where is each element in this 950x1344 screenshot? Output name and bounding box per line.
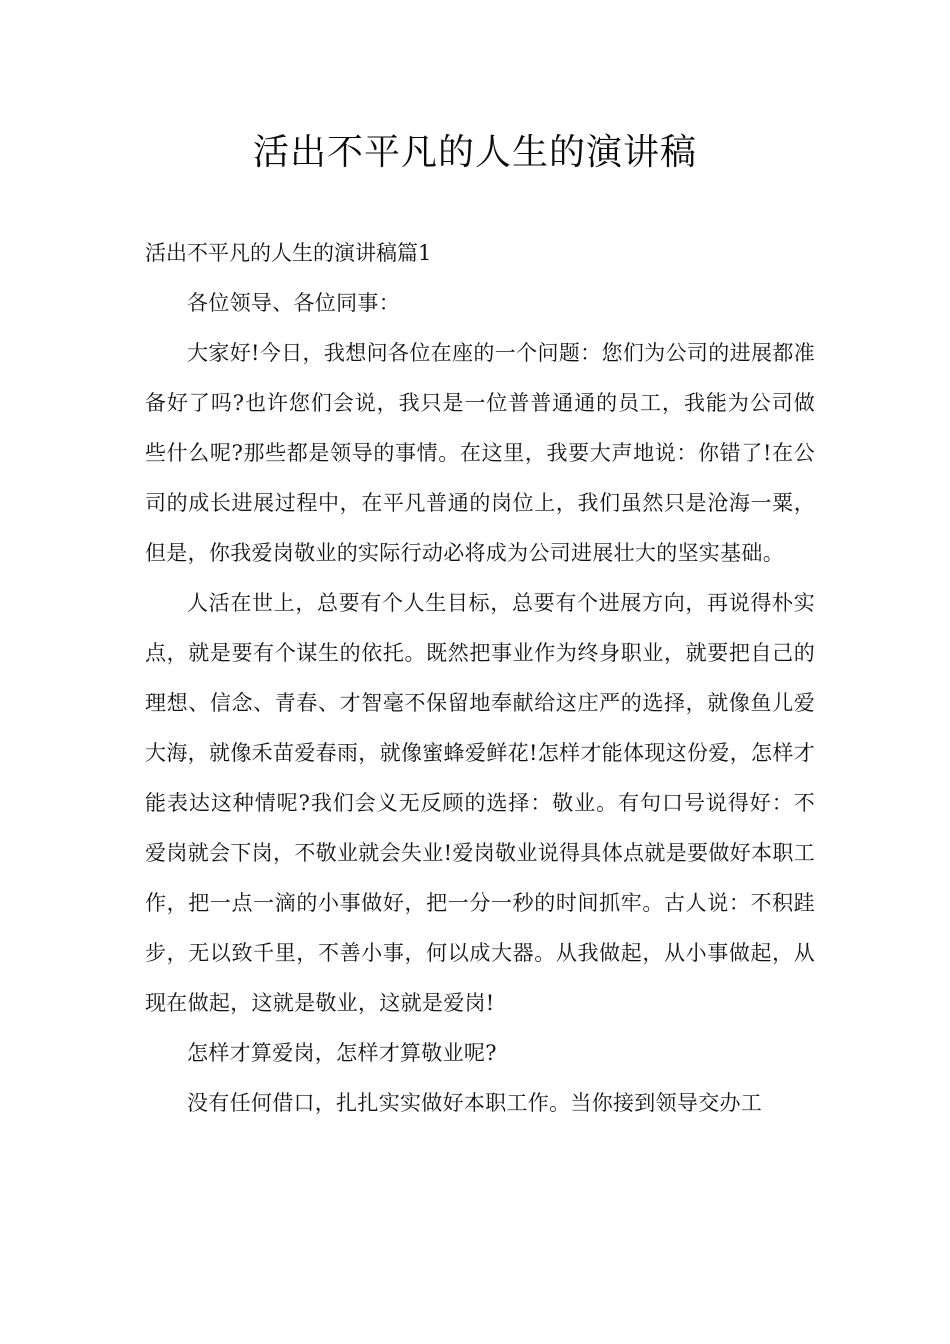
section-heading: 活出不平凡的人生的演讲稿篇1 [145, 241, 432, 265]
paragraph-greeting: 大家好!今日，我想问各位在座的一个问题：您们为公司的进展都准备好了吗?也许您们会说，我只是一位普普通通的员工，我能为公司做些什么呢?那些都是领导的事情。在这里，我要大声地说：你错了!在公司的成长进展过程中，在平凡普通的岗位上，我们虽然只是沧海一粟，但是，你我爱岗敬业的实际行动必将成为公司进展壮大的坚实基础。 [145, 341, 815, 565]
document-title: 活出不平凡的人生的演讲稿 [252, 132, 697, 173]
paragraph-question: 怎样才算爱岗，怎样才算敬业呢? [187, 1041, 497, 1065]
document-body [145, 228, 815, 1128]
paragraph-salutation: 各位领导、各位同事： [187, 291, 400, 315]
paragraph-life-goal: 人活在世上，总要有个人生目标，总要有个进展方向，再说得朴实点，就是要有个谋生的依托。既然把事业作为终身职业，就要把自己的理想、信念、青春、才智毫不保留地奉献给这庄严的选择，就像鱼儿爱大海，就像禾苗爱春雨，就像蜜蜂爱鲜花!怎样才能体现这份爱，怎样才能表达这种情呢?我们会义无反顾的选择：敬业。有句口号说得好：不爱岗就会下岗，不敬业就会失业!爱岗敬业说得具体点就是要做好本职工作，把一点一滴的小事做好，把一分一秒的时间抓牢。古人说：不积跬步，无以致千里，不善小事，何以成大器。从我做起，从小事做起，从现在做起，这就是敬业，这就是爱岗! [145, 591, 815, 1015]
paragraph-no-excuses: 没有任何借口，扎扎实实做好本职工作。当你接到领导交办工 [187, 1091, 763, 1115]
